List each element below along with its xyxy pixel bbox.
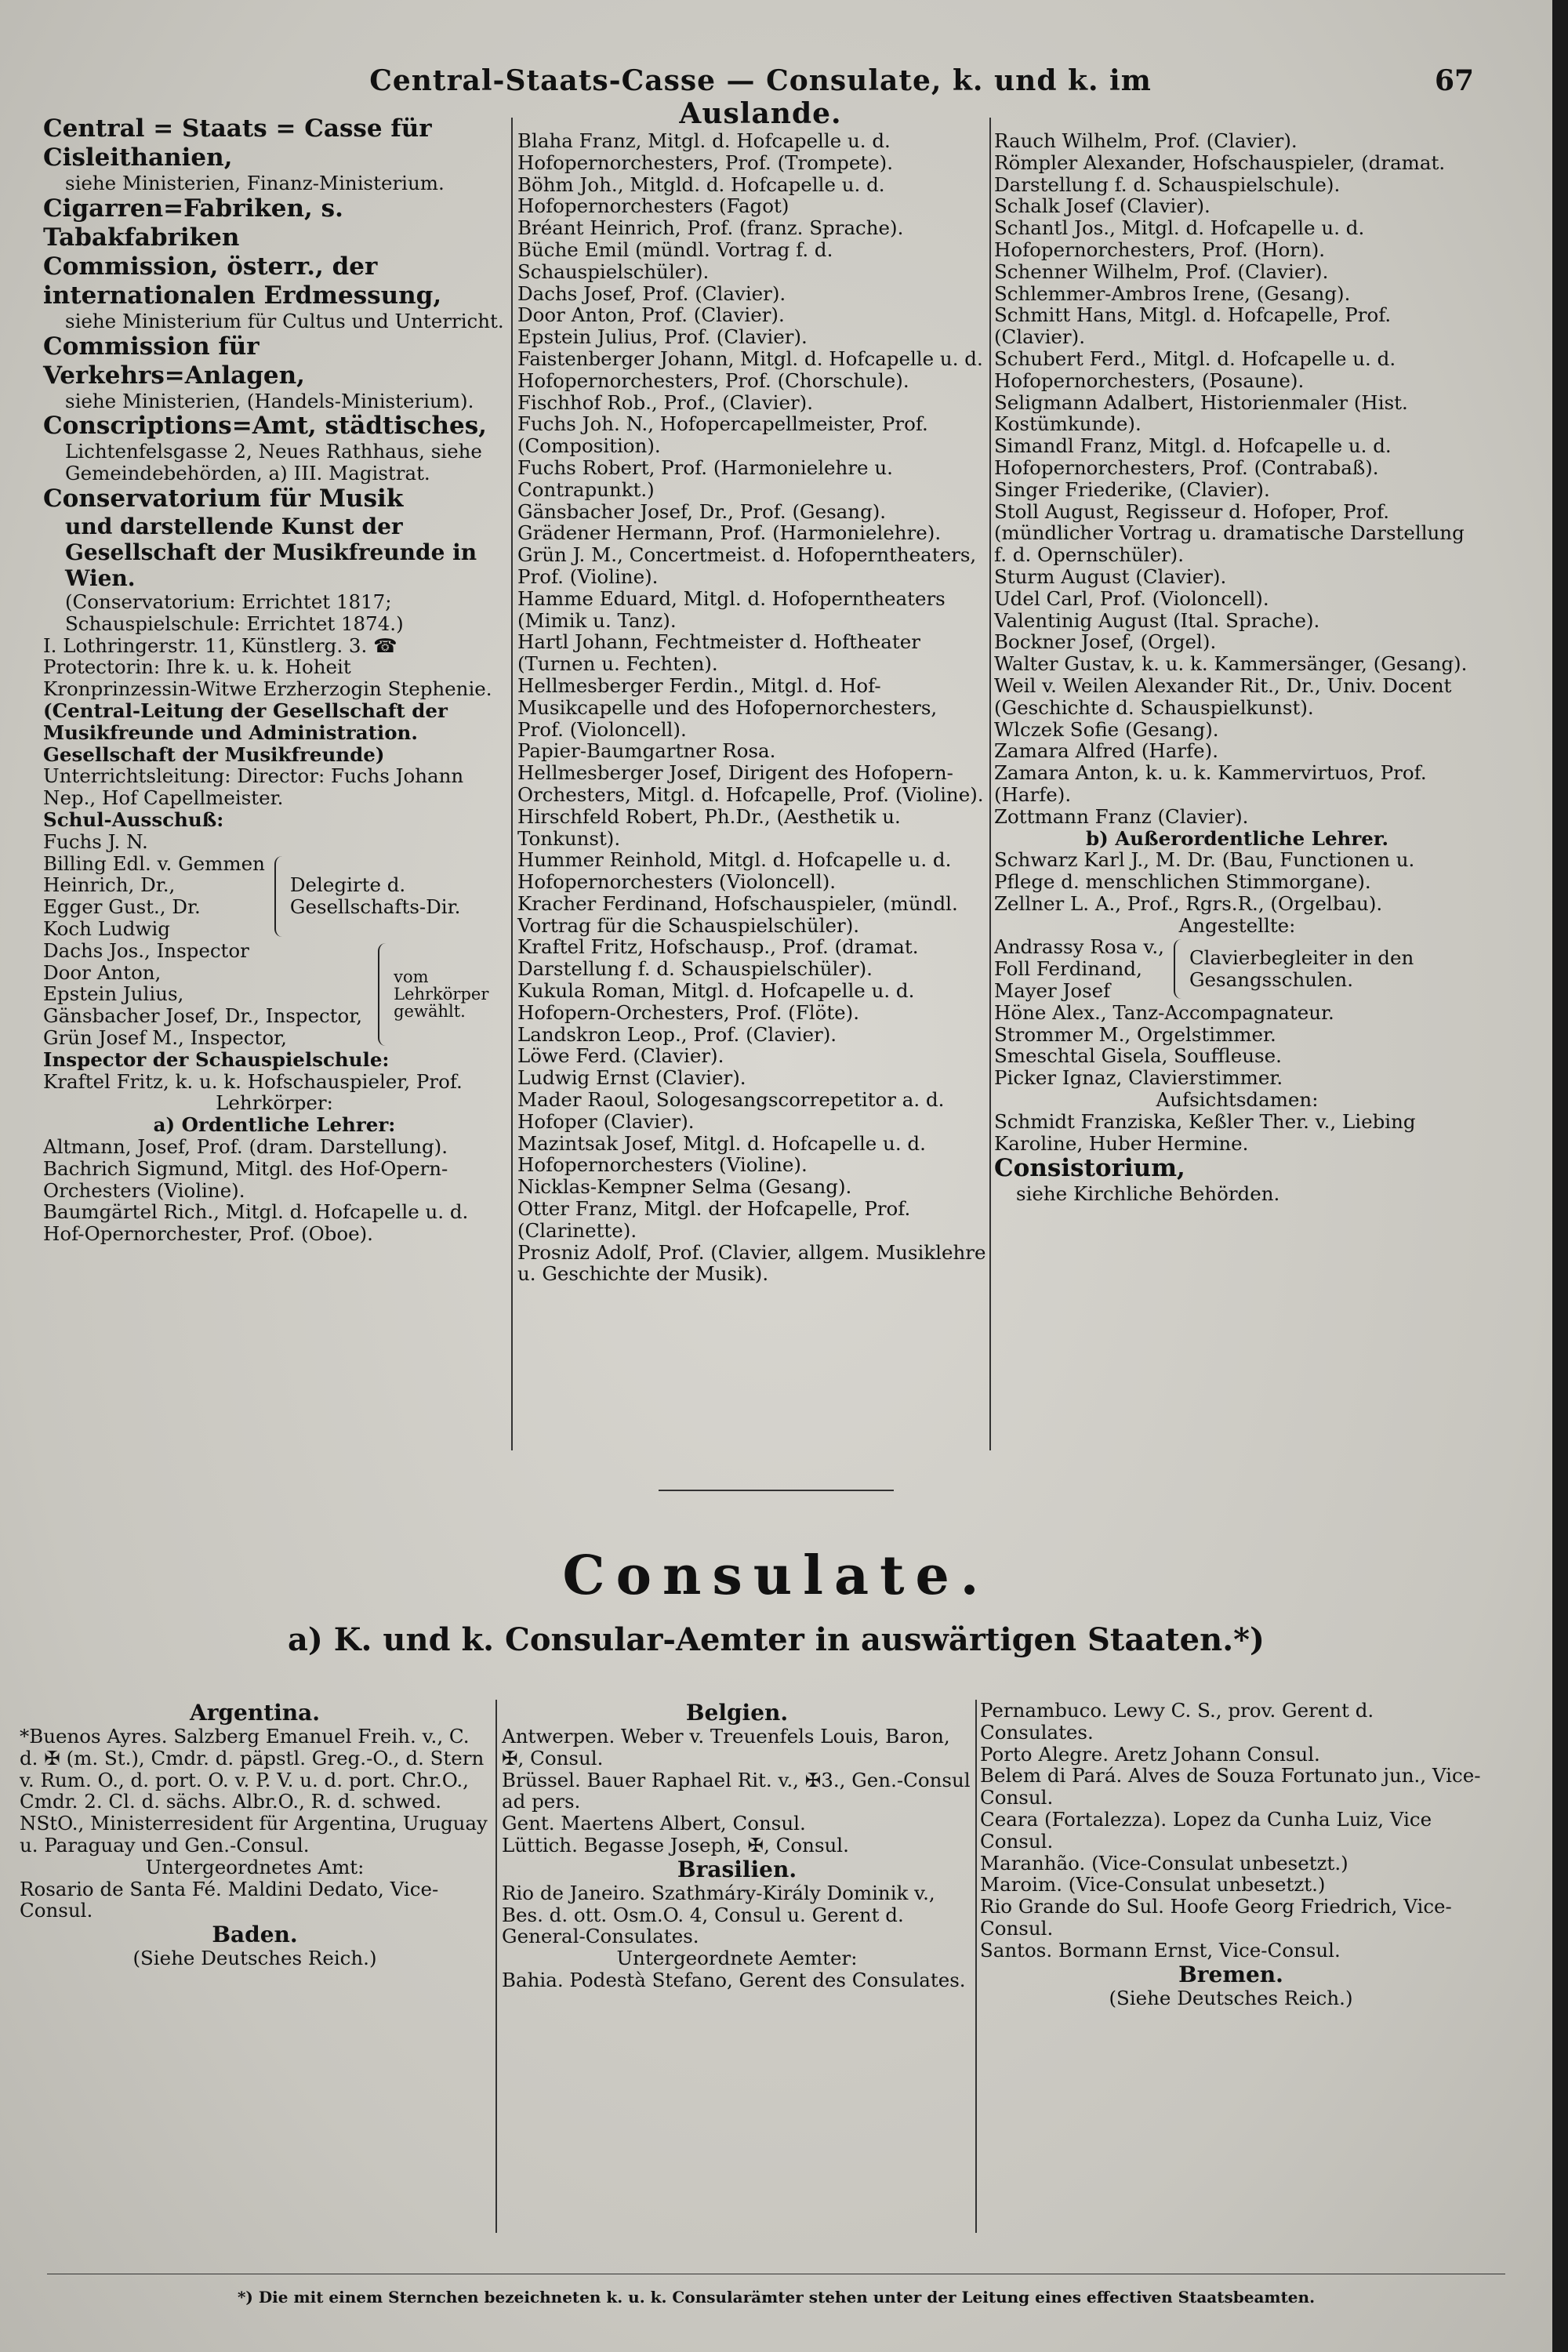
entry: Heinrich, Dr., [43, 873, 176, 897]
entry: Protectorin: Ihre k. u. k. Hoheit Kronprinzessin-Witwe Erzherzogin Stephenie. [43, 655, 492, 701]
entry: Bockner Josef, (Orgel). [994, 630, 1217, 654]
entry: Door Anton, Prof. (Clavier). [517, 303, 785, 327]
entry: Argentina. [189, 1700, 321, 1726]
entry: Gänsbacher Josef, Dr., Prof. (Gesang). [517, 499, 887, 523]
entry: Koch Ludwig [43, 916, 170, 940]
bottom-column-rule-2 [975, 1700, 977, 2233]
entry: b) Außerordentliche Lehrer. [1085, 826, 1389, 850]
entry: Bahia. Podestà Stefano, Gerent des Consulates. [502, 1968, 966, 1991]
brace-mark [274, 856, 282, 937]
entry: Antwerpen. Weber v. Treuenfels Louis, Baron, ✠, Consul. [502, 1725, 950, 1769]
entry: Rio de Janeiro. Szathmáry-Király Dominik v., Bes. d. ott. Osm.O. 4, Consul u. Gerent d. General-Consulates. [502, 1881, 935, 1948]
entry: Maranhão. (Vice-Consulat unbesetzt.) [980, 1851, 1348, 1875]
column-1 [43, 114, 506, 1245]
entry: Conservatorium für Musik [43, 484, 404, 513]
brace-names [43, 940, 362, 1049]
entry: Zellner L. A., Prof., Rgrs.R., (Orgelbau). [994, 891, 1383, 915]
entry: Böhm Joh., Mitgld. d. Hofcapelle u. d. Hofopernorchesters (Fagot) [517, 172, 885, 218]
column-rule-2 [989, 118, 991, 1450]
entry: Foll Ferdinand, [994, 957, 1142, 981]
entry: Simandl Franz, Mitgl. d. Hofcapelle u. d. Hofopernorchesters, Prof. (Contrabaß). [994, 434, 1392, 479]
brace-mark [1174, 939, 1181, 998]
entry: Valentinig August (Ital. Sprache). [994, 608, 1320, 632]
entry: siehe Kirchliche Behörden. [1016, 1182, 1280, 1206]
entry: Hamme Eduard, Mitgl. d. Hofoperntheaters (Mimik u. Tanz). [517, 586, 946, 632]
entry: Gent. Maertens Albert, Consul. [502, 1812, 806, 1835]
entry: Smeschtal Gisela, Souffleuse. [994, 1044, 1282, 1068]
entry: Zamara Alfred (Harfe). [994, 739, 1219, 763]
entry: Pernambuco. Lewy C. S., prov. Gerent d. Consulates. [980, 1699, 1374, 1744]
section-subtitle: a) K. und k. Consular-Aemter in auswärtigen Staaten.*) [288, 1621, 1265, 1658]
entry: siehe Ministerium für Cultus und Unterricht. [65, 309, 504, 332]
section-rule [659, 1490, 894, 1491]
entry: Römpler Alexander, Hofschauspieler, (dramat. Darstellung f. d. Schauspielschule). [994, 151, 1446, 196]
entry: Strommer M., Orgelstimmer. [994, 1022, 1276, 1046]
entry: Hummer Reinhold, Mitgl. d. Hofcapelle u. d. Hofopernorchesters (Violoncell). [517, 848, 952, 894]
entry: Grün J. M., Concertmeist. d. Hofoperntheaters, Prof. (Violine). [517, 543, 977, 588]
entry: Stoll August, Regisseur d. Hofoper, Prof. (mündlicher Vortrag u. dramatische Darstellung f. d. Opernschüler). [994, 499, 1465, 567]
entry: Schenner Wilhelm, Prof. (Clavier). [994, 260, 1329, 283]
entry: Schalk Josef (Clavier). [994, 194, 1210, 218]
entry: Wlczek Sofie (Gesang). [994, 717, 1219, 741]
elected-brace [43, 940, 506, 1049]
entry: Blaha Franz, Mitgl. d. Hofcapelle u. d. Hofopernorchesters, Prof. (Trompete). [517, 129, 894, 174]
entry: Brasilien. [677, 1856, 797, 1882]
brace-mark [378, 943, 386, 1046]
entry: Walter Gustav, k. u. k. Kammersänger, (Gesang). [994, 652, 1468, 676]
entry: Lehrkörper: [216, 1091, 333, 1115]
entry: Ludwig Ernst (Clavier). [517, 1066, 746, 1090]
entry: Central = Staats = Casse für Cisleithanien, [43, 114, 432, 172]
entry: Schubert Ferd., Mitgl. d. Hofcapelle u. d. Hofopernorchesters, (Posaune). [994, 347, 1396, 392]
brace-names [43, 853, 265, 940]
entry: Mayer Josef [994, 979, 1111, 1003]
entry: Löwe Ferd. (Clavier). [517, 1044, 724, 1068]
entry: (Siehe Deutsches Reich.) [132, 1947, 377, 1970]
entry: Egger Gust., Dr. [43, 895, 201, 919]
entry: Mazintsak Josef, Mitgl. d. Hofcapelle u. d. Hofopernorchesters (Violine). [517, 1131, 926, 1177]
column-rule-1 [511, 118, 513, 1450]
entry: Schul-Ausschuß: [43, 808, 224, 831]
brace-label: vom Lehrkörper gewählt. [394, 967, 489, 1022]
entry: I. Lothringerstr. 11, Künstlerg. 3. ☎ [43, 633, 397, 657]
footnote: *) Die mit einem Sternchen bezeichneten k. u. k. Consularämter stehen unter der Leitung eines effectiven Staatsbeamten. [237, 2288, 1316, 2307]
entry: Papier-Baumgartner Rosa. [517, 739, 776, 763]
entry: Door Anton, [43, 960, 162, 984]
entry: Cigarren=Fabriken, s. Tabakfabriken [43, 194, 343, 252]
column-3-entries-b [994, 1002, 1480, 1205]
entry: Sturm August (Clavier). [994, 564, 1227, 588]
entry: und darstellende Kunst der Gesellschaft der Musikfreunde in Wien. [65, 513, 477, 591]
entry: Zamara Anton, k. u. k. Kammervirtuos, Prof. (Harfe). [994, 761, 1427, 806]
entry: Kraftel Fritz, k. u. k. Hofschauspieler, Prof. [43, 1069, 463, 1093]
entry: a) Ordentliche Lehrer: [153, 1113, 396, 1137]
entry: Weil v. Weilen Alexander Rit., Dr., Univ. Docent (Geschichte d. Schauspielkunst). [994, 673, 1452, 719]
entry: Lichtenfelsgasse 2, Neues Rathhaus, siehe Gemeindebehörden, a) III. Magistrat. [65, 440, 482, 485]
column-2-entries [517, 130, 988, 1285]
entry: Bachrich Sigmund, Mitgl. des Hof-Opern-Orchesters (Violine). [43, 1156, 448, 1202]
entry: Schmitt Hans, Mitgl. d. Hofcapelle, Prof. (Clavier). [994, 303, 1392, 349]
entry: Baden. [212, 1922, 298, 1948]
bottom-column-2-entries [502, 1700, 972, 1991]
entry: Mader Raoul, Sologesangscorrepetitor a. d. Hofoper (Clavier). [517, 1088, 945, 1133]
entry: Dachs Jos., Inspector [43, 938, 249, 962]
entry: Untergeordnetes Amt: [145, 1855, 365, 1878]
entry: Dachs Josef, Prof. (Clavier). [517, 281, 786, 305]
entry: Hartl Johann, Fechtmeister d. Hoftheater (Turnen u. Fechten). [517, 630, 920, 676]
entry: Fuchs Robert, Prof. (Harmonielehre u. Contrapunkt.) [517, 456, 893, 501]
entry: Belem di Pará. Alves de Souza Fortunato jun., Vice-Consul. [980, 1764, 1481, 1809]
bottom-column-3 [980, 1700, 1482, 2009]
entry: Aufsichtsdamen: [1156, 1088, 1319, 1112]
entry: Hellmesberger Ferdin., Mitgl. d. Hof-Musikcapelle und des Hofopernorchesters, Prof. (Violoncell). [517, 673, 938, 741]
entry: (Siehe Deutsches Reich.) [1109, 1986, 1353, 2009]
entry: Kraftel Fritz, Hofschausp., Prof. (dramat. Darstellung f. d. Schauspielschüler). [517, 935, 919, 981]
entry: Santos. Bormann Ernst, Vice-Consul. [980, 1938, 1341, 1962]
entry: Fuchs J. N. [43, 829, 148, 853]
entry: Schwarz Karl J., M. Dr. (Bau, Functionen u. Pflege d. menschlichen Stimmorgane). [994, 848, 1415, 894]
column-2 [517, 130, 988, 1285]
entry: Seligmann Adalbert, Historienmaler (Hist. Kostümkunde). [994, 390, 1408, 436]
entry: (Central-Leitung der Gesellschaft der Musikfreunde und Administration. Gesellschaft der Musikfreunde) [43, 699, 448, 766]
entry: Rio Grande do Sul. Hoofe Georg Friedrich, Vice-Consul. [980, 1895, 1452, 1940]
entry: Landskron Leop., Prof. (Clavier). [517, 1022, 837, 1046]
entry: Unterrichtsleitung: Director: Fuchs Johann Nep., Hof Capellmeister. [43, 764, 464, 810]
entry: Inspector der Schauspielschule: [43, 1047, 390, 1071]
entry: Brüssel. Bauer Raphael Rit. v., ✠3., Gen.-Consul ad pers. [502, 1768, 971, 1813]
entry: Belgien. [685, 1700, 789, 1726]
entry: Schlemmer-Ambros Irene, (Gesang). [994, 281, 1351, 305]
accompanists-brace [994, 936, 1480, 1001]
section-title: Consulate. [562, 1544, 990, 1607]
bottom-column-rule-1 [495, 1700, 497, 2233]
entry: Büche Emil (mündl. Vortrag f. d. Schauspielschüler). [517, 238, 833, 283]
entry: Gänsbacher Josef, Dr., Inspector, [43, 1004, 363, 1028]
entry: Faistenberger Johann, Mitgl. d. Hofcapelle u. d. Hofopernorchesters, Prof. (Chorschule). [517, 347, 983, 392]
entry: Fuchs Joh. N., Hofopercapellmeister, Prof. (Composition). [517, 412, 928, 458]
entry: Bréant Heinrich, Prof. (franz. Sprache). [517, 216, 904, 240]
entry: Nicklas-Kempner Selma (Gesang). [517, 1175, 852, 1199]
brace-label: Delegirte d. Gesellschafts-Dir. [289, 873, 461, 919]
entry: Kracher Ferdinand, Hofschauspieler, (mündl. Vortrag für die Schauspielschüler). [517, 891, 958, 937]
entry: Andrassy Rosa v., [994, 935, 1164, 959]
entry: Angestellte: [1178, 913, 1296, 937]
entry: Conscriptions=Amt, städtisches, [43, 412, 487, 441]
entry: Prosniz Adolf, Prof. (Clavier, allgem. Musiklehre u. Geschichte der Musik). [517, 1240, 986, 1286]
entry: siehe Ministerien, Finanz-Ministerium. [65, 172, 445, 194]
entry: Zottmann Franz (Clavier). [994, 804, 1249, 828]
column-1-entries-b [43, 1049, 506, 1245]
delegates-brace [43, 853, 506, 940]
entry: Epstein Julius, Prof. (Clavier). [517, 325, 808, 349]
entry: Singer Friederike, (Clavier). [994, 477, 1270, 501]
entry: Billing Edl. v. Gemmen [43, 851, 265, 875]
bottom-column-3-entries [980, 1700, 1482, 2009]
entry: Bremen. [1178, 1961, 1283, 1987]
entry: Rosario de Santa Fé. Maldini Dedato, Vice-Consul. [20, 1877, 439, 1922]
column-3-entries [994, 130, 1480, 936]
entry: Schantl Jos., Mitgl. d. Hofcapelle u. d. Hofopernorchesters, Prof. (Horn). [994, 216, 1365, 261]
entry: Picker Ignaz, Clavierstimmer. [994, 1066, 1283, 1090]
entry: Otter Franz, Mitgl. der Hofcapelle, Prof. (Clarinette). [517, 1197, 911, 1242]
bottom-column-1-entries [20, 1700, 490, 1969]
entry: Consistorium, [994, 1154, 1185, 1183]
entry: Udel Carl, Prof. (Violoncell). [994, 586, 1269, 610]
running-header: Central-Staats-Casse — Consulate, k. und k. im Auslande. [369, 64, 1152, 130]
entry: siehe Ministerien, (Handels-Ministerium). [65, 389, 474, 412]
entry: Maroim. (Vice-Consulat unbesetzt.) [980, 1873, 1326, 1896]
entry: (Conservatorium: Errichtet 1817; Schauspielschule: Errichtet 1874.) [65, 590, 404, 635]
entry: Lüttich. Begasse Joseph, ✠, Consul. [502, 1833, 849, 1857]
bottom-column-2 [502, 1700, 972, 1991]
bottom-column-1 [20, 1700, 490, 1969]
entry: Ceara (Fortalezza). Lopez da Cunha Luiz, Vice Consul. [980, 1807, 1432, 1853]
entry: Altmann, Josef, Prof. (dram. Darstellung). [43, 1134, 448, 1158]
entry: Epstein Julius, [43, 982, 184, 1006]
entry: Schmidt Franziska, Keßler Ther. v., Liebing Karoline, Huber Hermine. [994, 1109, 1416, 1155]
entry: Commission, österr., der internationalen Erdmessung, [43, 252, 442, 310]
entry: Baumgärtel Rich., Mitgl. d. Hofcapelle u. d. Hof-Opernorchester, Prof. (Oboe). [43, 1200, 469, 1246]
entry: Hellmesberger Josef, Dirigent des Hofopern-Orchesters, Mitgl. d. Hofcapelle, Prof. (Violine). [517, 761, 984, 806]
brace-label: Clavierbegleiter in den Gesangsschulen. [1189, 946, 1414, 992]
brace-names [994, 936, 1164, 1001]
entry: Grün Josef M., Inspector, [43, 1025, 287, 1049]
page-number: 67 [1435, 64, 1475, 97]
entry: Hirschfeld Robert, Ph.Dr., (Aesthetik u. Tonkunst). [517, 804, 901, 850]
entry: Porto Alegre. Aretz Johann Consul. [980, 1742, 1320, 1766]
entry: Höne Alex., Tanz-Accompagnateur. [994, 1000, 1334, 1024]
entry: Kukula Roman, Mitgl. d. Hofcapelle u. d. Hofopern-Orchesters, Prof. (Flöte). [517, 979, 915, 1024]
entry: Untergeordnete Aemter: [616, 1947, 858, 1970]
entry: *Buenos Ayres. Salzberg Emanuel Freih. v., C. d. ✠ (m. St.), Cmdr. d. päpstl. Greg.-O., d. Stern v. Rum. O., d. port. O. v. P. V. u. d. port. Chr.O., Cmdr. 2. Cl. d. sächs. Albr.O., R. d. schwed. NStO., Ministerresident für Argentina, Uruguay u. Paraguay und Gen.-Consul. [20, 1725, 488, 1857]
entry: Grädener Hermann, Prof. (Harmonielehre). [517, 521, 942, 545]
column-1-entries [43, 114, 506, 853]
entry: Commission für Verkehrs=Anlagen, [43, 332, 305, 390]
entry: Fischhof Rob., Prof., (Clavier). [517, 390, 814, 414]
entry: Rauch Wilhelm, Prof. (Clavier). [994, 129, 1298, 152]
column-3 [994, 130, 1480, 1205]
